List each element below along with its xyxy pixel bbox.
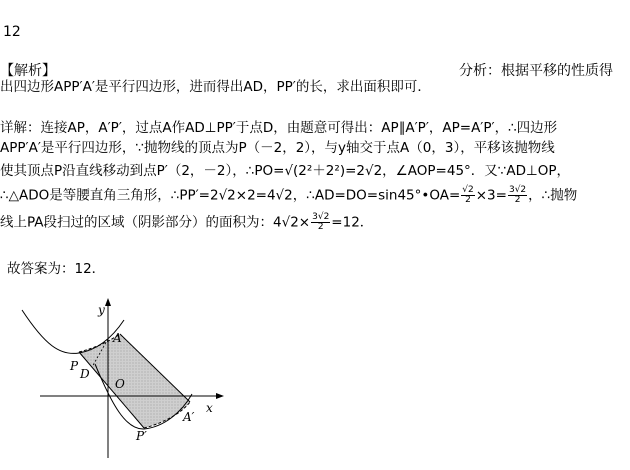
fraction-denominator: 2 — [514, 195, 521, 205]
detail-line5-b: =12． — [331, 214, 374, 231]
detail-line4-a: ∴△ADO是等腰直角三角形，∴PP′=2√2×2=4√2，∴AD=DO=sin45°•OA= — [0, 187, 461, 204]
page-number: 12 — [3, 24, 21, 40]
detail-line4-b: ×3= — [475, 187, 507, 204]
analysis-header: 【解析】 — [0, 63, 56, 79]
fraction — [508, 186, 527, 205]
detail-line2: APP′A′是平行四边形，∵抛物线的顶点为P（－2，2），与y轴交于点A（0，3），平移该抛物线 — [0, 140, 555, 156]
detail-line4-c: ，∴抛物 — [528, 187, 578, 204]
label-a: A — [113, 331, 122, 345]
analysis-line1: 分析：根据平移的性质得 — [459, 63, 613, 79]
detail-line5 — [0, 213, 373, 232]
fraction-denominator: 2 — [317, 222, 324, 232]
label-y: y — [98, 303, 105, 317]
fraction — [311, 213, 330, 232]
fraction-numerator: √2 — [462, 185, 474, 195]
label-o: O — [115, 377, 125, 391]
detail-line4 — [0, 186, 577, 205]
y-axis-arrow-icon — [105, 298, 111, 306]
label-d: D — [80, 367, 90, 381]
label-p: P — [70, 359, 79, 373]
x-axis-arrow-icon — [216, 393, 224, 399]
label-x: x — [206, 401, 213, 415]
label-p-prime: P′ — [136, 429, 147, 443]
detail-line3: 使其顶点P沿直线移动到点P′（2，－2），∴PO=√(2²＋2²)=2√2，∠AOP=45°．又∵AD⊥OP， — [0, 163, 571, 179]
analysis-line2: 出四边形APP′A′是平行四边形，进而得出AD，PP′的长，求出面积即可． — [0, 79, 431, 95]
fraction — [461, 186, 474, 205]
fraction-numerator: 3√2 — [312, 212, 330, 222]
answer-line: 故答案为：12． — [7, 261, 106, 277]
detail-line5-a: 线上PA段扫过的区域（阴影部分）的面积为：4√2× — [0, 214, 311, 231]
label-a-prime: A′ — [183, 410, 195, 424]
detail-line1: 详解：连接AP，A′P′，过点A作AD⊥PP′于点D，由题意可得出：AP∥A′P′，AP=A′P′，∴四边形 — [0, 120, 558, 136]
fraction-numerator: 3√2 — [508, 185, 527, 195]
parabola-figure — [0, 290, 240, 470]
fraction-denominator: 2 — [465, 195, 471, 205]
